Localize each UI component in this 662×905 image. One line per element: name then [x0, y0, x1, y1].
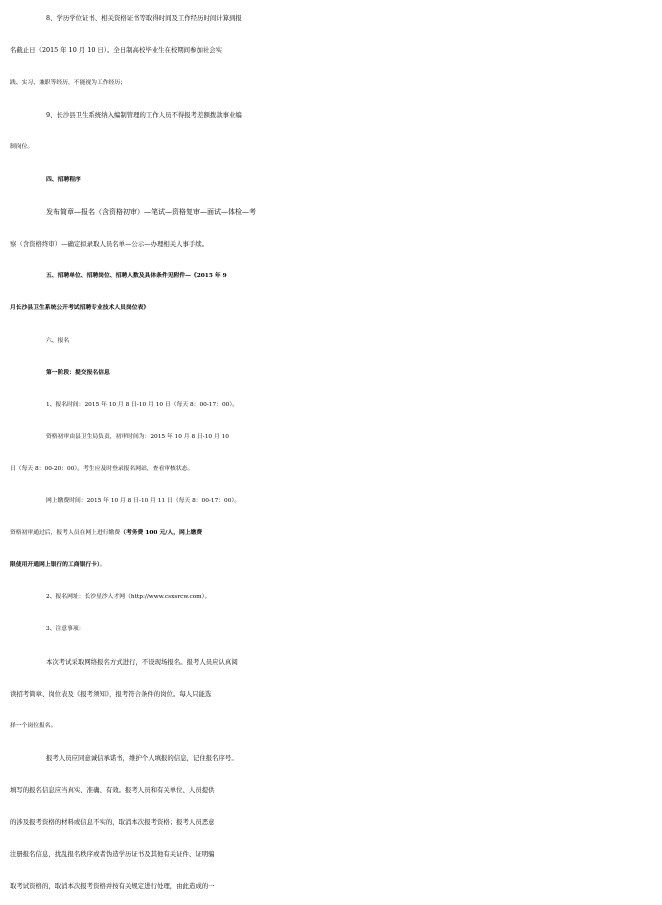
item8-line-2: 名截止日（2015 年 10 月 10 日）。全日制高校毕业生在校期间参加社会实: [10, 46, 223, 54]
payment-time: 网上缴费时间：2015 年 10 月 8 日-10 月 11 日（每天 8：00-17：00）。: [46, 498, 241, 504]
item8-line-1: 8、学历学位证书、相关资格证书等取得时间及工作经历时间计算到报: [46, 14, 242, 22]
notes-line-3: 择一个岗位报名。: [10, 723, 57, 729]
section-4-heading: 四、招聘程序: [46, 177, 81, 183]
item9-line-2: 制岗位。: [10, 144, 34, 150]
bank-card-note: 限使用开通网上银行的工商银行卡）: [10, 562, 100, 568]
oath-line-5: 取考试资格的，取消本次报考资格并按有关规定进行处理，由此造成的一: [10, 882, 215, 890]
payment-line-2: [0, 549, 662, 581]
initial-review-line-1: 资格初审由县卫生局负责，初审时间为：2015 年 10 月 8 日-10 月 10: [46, 434, 229, 440]
notes-heading: 3、注意事项：: [46, 626, 85, 632]
payment-period: 。: [99, 562, 106, 568]
section-5-line-1: 五、招聘单位、招聘岗位、招聘人数及具体条件见附件—《2015 年 9: [46, 273, 227, 279]
notes-line-2: 读招考简章、岗位表及《报考须知》，报考符合条件的岗位。每人只能选: [10, 690, 212, 698]
section-5-line-2: 月长沙县卫生系统公开考试招聘专业技术人员岗位表》: [10, 305, 150, 311]
section-4-line-2: 察（含资格终审）—确定拟录取人员名单—公示—办理相关人事手续。: [10, 240, 209, 248]
oath-line-4: 注册报名信息，扰乱报名秩序或者伪造学历证书及其他有关证件、证明骗: [10, 850, 215, 858]
exam-fee-note: （考务费 100 元/人，网上缴费: [120, 530, 203, 536]
registration-website: 2、报名网址：长沙星沙人才网（http://www.csxsrcw.com）。: [46, 594, 211, 600]
notes-line-1: 本次考试采取网络报名方式进行，不设现场报名。报考人员应认真阅: [46, 658, 238, 666]
oath-line-1: 报考人员应同意诚信承诺书，维护个人填报的信息，记住报名序号。: [46, 754, 238, 762]
payment-text: 资格初审通过后，报考人员在网上进行缴费: [10, 530, 121, 536]
item8-line-3: 践、实习、兼职等经历，不能视为工作经历；: [10, 80, 126, 86]
oath-line-3: 的涉及报考资格的材料或信息不实的，取消本次报考资格；报考人员恶意: [10, 818, 215, 826]
initial-review-line-2: 日（每天 8：00-20：00）。考生应及时登录报名网站，查看审核状态。: [10, 466, 194, 472]
section-6-heading: 六、报名: [46, 338, 70, 344]
item9-line-1: 9、长沙县卫生系统纳入编制管理的工作人员不得报考差额拨款事业编: [46, 111, 242, 119]
payment-line-1: [0, 517, 662, 549]
stage-1-heading: 第一阶段：提交报名信息: [46, 370, 110, 376]
oath-line-2: 填写的报名信息应当真实、准确、有效。报考人员和有关单位、人员提供: [10, 786, 215, 794]
section-4-line-1: 发布简章—报名（含资格初审）—笔试—资格复审—面试—体检—考: [46, 208, 256, 216]
registration-time: 1、报名时间：2015 年 10 月 8 日-10 月 10 日（每天 8：00-17：00）。: [46, 402, 239, 408]
